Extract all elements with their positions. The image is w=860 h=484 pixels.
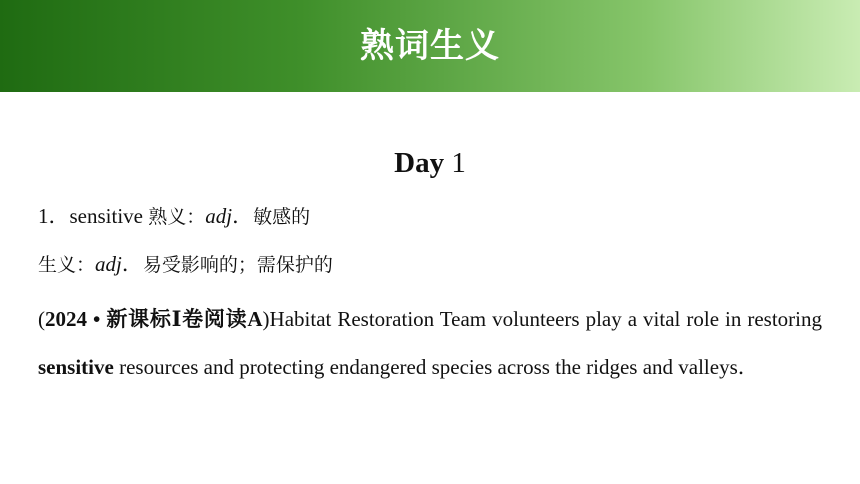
example-highlight-word: sensitive <box>38 355 114 379</box>
new-dot: ． <box>121 252 143 276</box>
day-heading <box>0 143 860 183</box>
entry-index: 1． <box>38 204 70 228</box>
example-sentence <box>38 295 822 391</box>
entry-familiar-line <box>38 201 822 232</box>
new-label: 生义： <box>38 254 96 276</box>
familiar-meaning: 敏感的 <box>253 206 311 228</box>
entry-word: sensitive <box>69 204 143 228</box>
day-number: 1 <box>451 147 466 179</box>
familiar-dot: ． <box>232 204 254 228</box>
new-pos: adj <box>95 252 122 276</box>
familiar-label: 熟义： <box>148 206 206 228</box>
day-word: Day <box>394 147 445 179</box>
banner-title: 熟词生义 <box>360 26 500 66</box>
new-meaning: 易受影响的；需保护的 <box>142 254 333 276</box>
entry-new-line <box>38 249 822 280</box>
example-text-before: Habitat Restoration Team volunteers play a vital role in restoring <box>269 307 822 331</box>
example-close-paren: ) <box>262 307 270 331</box>
familiar-pos: adj <box>205 204 233 228</box>
example-text-after: resources and protecting endangered species across the ridges and valleys． <box>113 355 759 379</box>
example-open-paren: ( <box>38 307 45 331</box>
example-source: 2024 • 新课标Ⅰ卷阅读A <box>45 307 263 331</box>
